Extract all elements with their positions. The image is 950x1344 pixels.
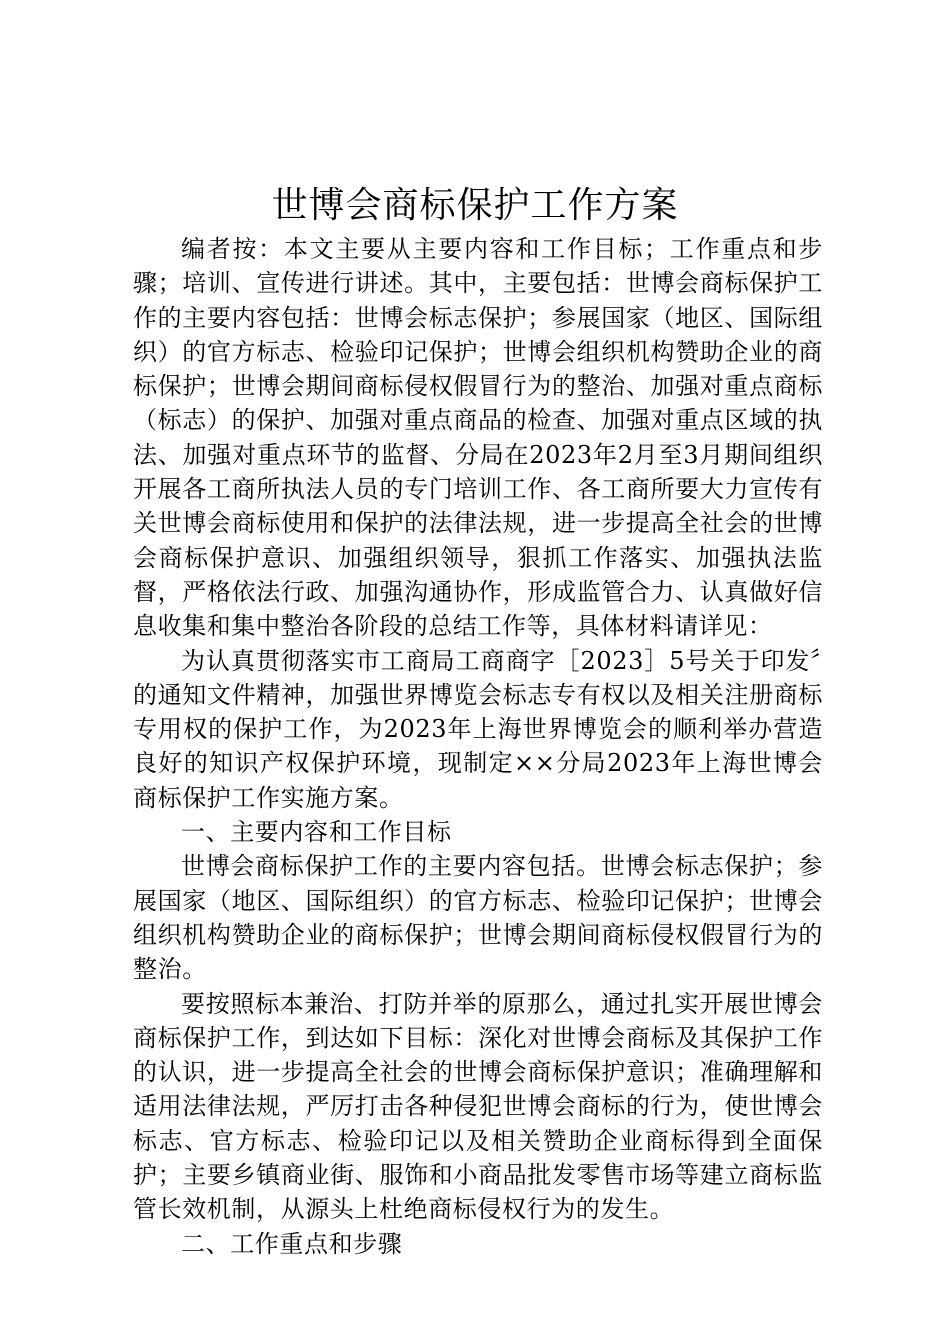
intro-paragraph: 为认真贯彻落实市工商局工商商字［2023］5号关于印发〞的通知文件精神，加强世界博览会标志专有权以及相关注册商标专用权的保护工作，为2023年上海世界博览会的顺利举办营造良好的知识产权保护环境，现制定××分局2023年上海世博会商标保护工作实施方案。	[133, 646, 823, 812]
content-paragraph: 世博会商标保护工作的主要内容包括。世博会标志保护；参展国家（地区、国际组织）的官方标志、检验印记保护；世博会组织机构赞助企业的商标保护；世博会期间商标侵权假冒行为的整治。	[133, 852, 823, 984]
document-body	[133, 232, 823, 1261]
editor-note-paragraph: 编者按：本文主要从主要内容和工作目标；工作重点和步骤；培训、宣传进行讲述。其中，主要包括：世博会商标保护工作的主要内容包括：世博会标志保护；参展国家（地区、国际组织）的官方标志、检验印记保护；世博会组织机构赞助企业的商标保护；世博会期间商标侵权假冒行为的整治、加强对重点商标（标志）的保护、加强对重点商品的检查、加强对重点区域的执法、加强对重点环节的监督、分局在2023年2月至3月期间组织开展各工商所执法人员的专门培训工作、各工商所要大力宣传有关世博会商标使用和保护的法律法规，进一步提高全社会的世博会商标保护意识、加强组织领导，狠抓工作落实、加强执法监督，严格依法行政、加强沟通协作，形成监管合力、认真做好信息收集和集中整治各阶段的总结工作等，具体材料请详见：	[133, 235, 823, 641]
goals-paragraph: 要按照标本兼治、打防并举的原那么，通过扎实开展世博会商标保护工作，到达如下目标：深化对世博会商标及其保护工作的认识，进一步提高全社会的世博会商标保护意识；准确理解和适用法律法规，严厉打击各种侵犯世博会商标的行为，使世博会标志、官方标志、检验印记以及相关赞助企业商标得到全面保护；主要乡镇商业街、服饰和小商品批发零售市场等建立商标监管长效机制，从源头上杜绝商标侵权行为的发生。	[133, 989, 823, 1224]
section-heading-1: 一、主要内容和工作目标	[181, 818, 452, 847]
document-title: 世博会商标保护工作方案	[271, 185, 679, 226]
section-heading-2: 二、工作重点和步骤	[181, 1229, 403, 1258]
